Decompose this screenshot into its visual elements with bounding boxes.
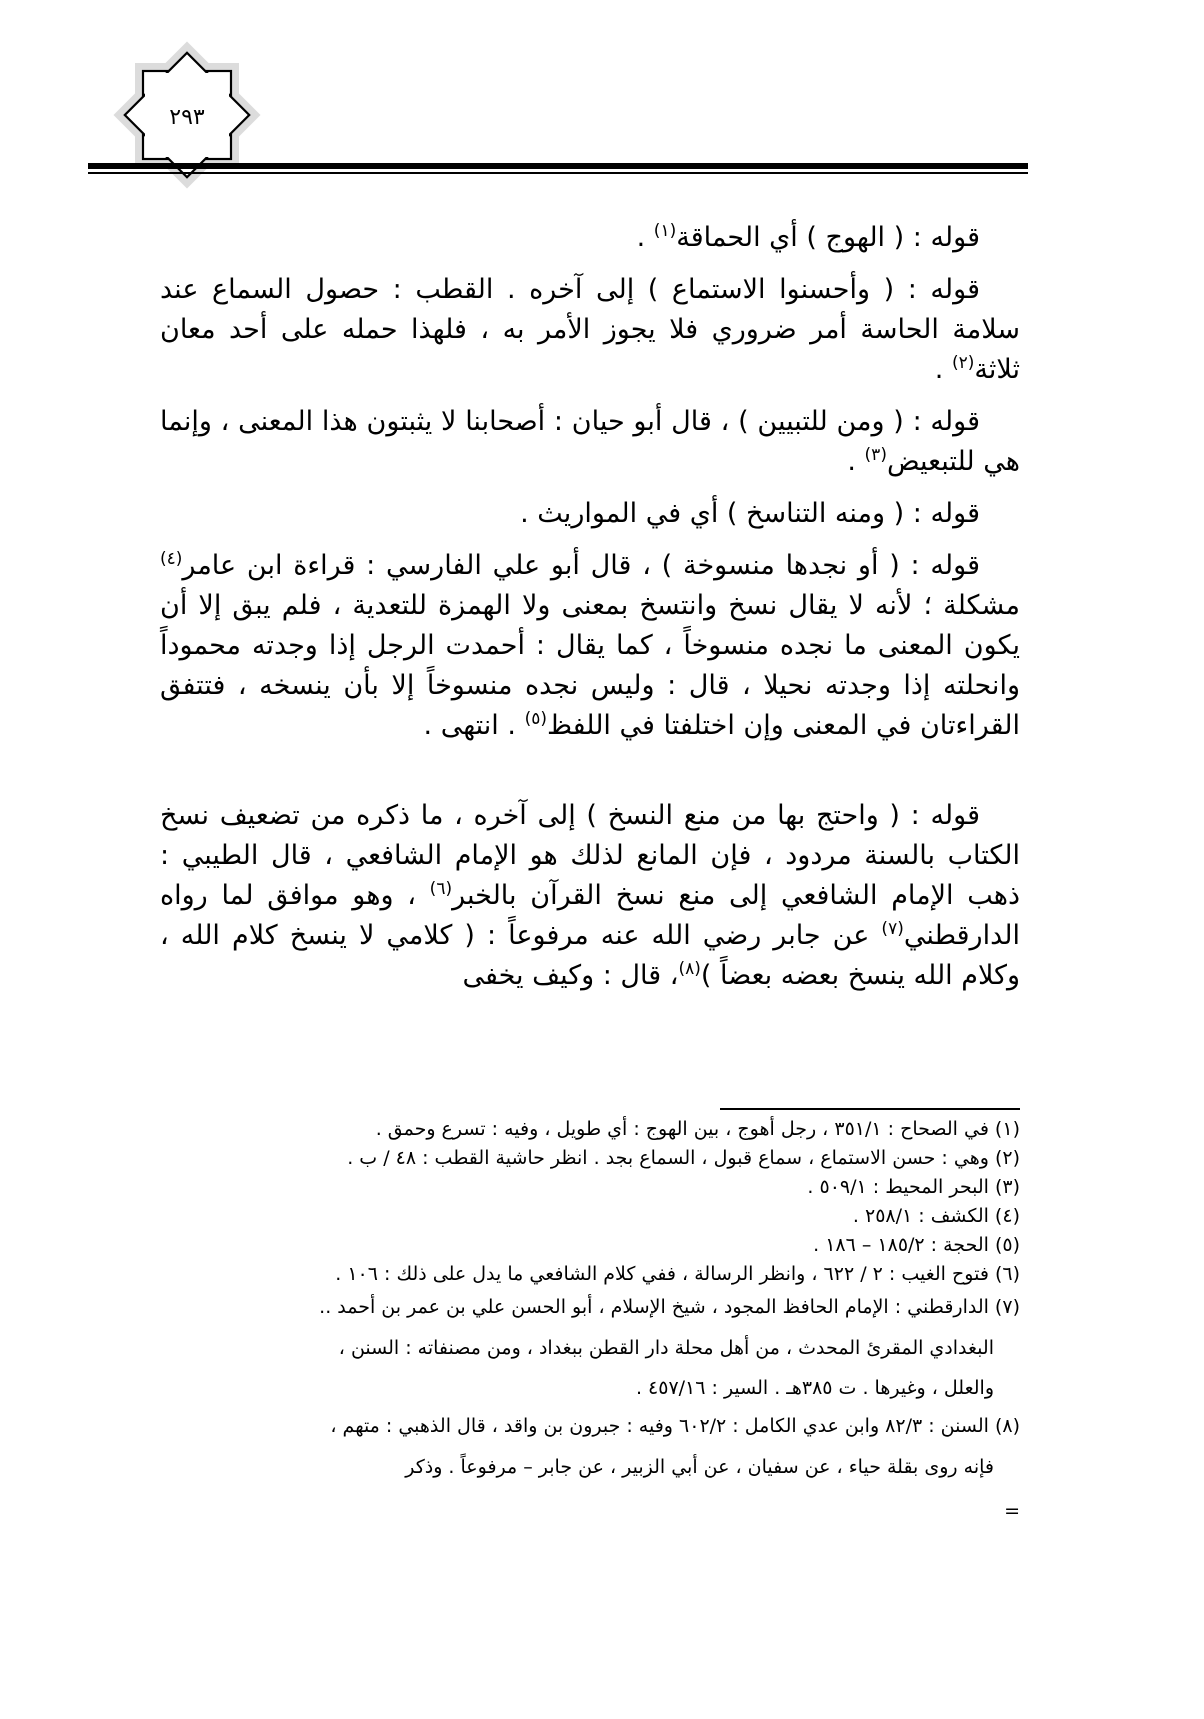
footnote-ref: (٥) bbox=[524, 709, 547, 729]
footnote-ref: (٣) bbox=[864, 445, 887, 465]
footnote: (٥) الحجة : ١٨٥/٢ – ١٨٦ . bbox=[813, 1234, 1020, 1256]
footnote-ref: (٧) bbox=[881, 919, 904, 939]
footnote-continuation: البغدادي المقرئ المحدث ، من أهل محلة دار القطن ببغداد ، ومن مصنفاته : السنن ، bbox=[338, 1337, 994, 1359]
paragraph: قوله : ( أو نجدها منسوخة ) ، قال أبو علي الفارسي : قراءة ابن عامر$^{(٤)}$ مشكلة ؛ لأنه لا يقال نسخ وانتسخ بمعنى ولا الهمزة للتعدية ، فلم يبق إلا أن يكون المعنى ما نجده منسوخاً ، كما يقال : أحمدت الرجل إذا وجدته محموداً وانحلته إذا وجدته نحيلا ، قال : وليس نجده منسوخاً إلا بأن ينسخه ، فتتفق القراءتان في المعنى وإن اختلفتا في اللفظ$^{(٥)}$ . انتهى . bbox=[160, 549, 1020, 741]
paragraph: قوله : ( ومن للتبيين ) ، قال أبو حيان : أصحابنا لا يثبتون هذا المعنى ، وإنما هي للتبعيض$^{(٣)}$ . bbox=[160, 406, 1020, 477]
footnote-ref: (٤) bbox=[160, 549, 183, 569]
paragraph: قوله : ( الهوج ) أي الحماقة$^{(١)}$ . bbox=[636, 221, 980, 253]
footnote-ref: (١) bbox=[653, 221, 677, 241]
footnote-continuation: فإنه روى بقلة حياء ، عن سفيان ، عن أبي الزبير ، عن جابر – مرفوعاً . وذكر bbox=[405, 1456, 994, 1478]
footnote: (٦) فتوح الغيب : ٢ / ٦٢٢ ، وانظر الرسالة ، ففي كلام الشافعي ما يدل على ذلك : ١٠٦ . bbox=[335, 1263, 1020, 1285]
footnote: (٧) الدارقطني : الإمام الحافظ المجود ، شيخ الإسلام ، أبو الحسن علي بن عمر بن أحمد .. bbox=[319, 1296, 1020, 1318]
paragraph: قوله : ( وأحسنوا الاستماع ) إلى آخره . القطب : حصول السماع عند سلامة الحاسة أمر ضروري فلا يجوز الأمر به ، فلهذا حمله على أحد معان ثلاثة$^{(٢)}$ . bbox=[160, 274, 1020, 385]
footnote-separator bbox=[720, 1108, 1020, 1110]
main-text bbox=[160, 218, 1020, 1008]
footnote: (٢) وهي : حسن الاستماع ، سماع قبول ، السماع بجد . انظر حاشية القطب : ٤٨ / ب . bbox=[347, 1147, 1020, 1169]
footnote-ref: (٦) bbox=[429, 879, 453, 899]
footnote: (٤) الكشف : ٢٥٨/١ . bbox=[852, 1205, 1020, 1227]
header-rule-thin bbox=[88, 172, 1028, 174]
footnote: (٨) السنن : ٨٢/٣ وابن عدي الكامل : ٦٠٢/٢ وفيه : جبرون بن واقد ، قال الذهبي : متهم ، bbox=[330, 1415, 1020, 1437]
footnote-ref: (٢) bbox=[951, 353, 975, 373]
footnote: (٣) البحر المحيط : ٥٠٩/١ . bbox=[807, 1176, 1020, 1198]
paragraph: قوله : ( ومنه التناسخ ) أي في المواريث . bbox=[520, 498, 980, 529]
header-rule-thick bbox=[88, 163, 1028, 169]
footnotes bbox=[160, 1115, 1020, 1526]
page-number: ٢٩٣ bbox=[169, 104, 205, 130]
footnote-continuation: والعلل ، وغيرها . ت ٣٨٥هـ . السير : ٤٥٧/١٦ . bbox=[635, 1377, 994, 1399]
footnote-ref: (٨) bbox=[678, 959, 701, 979]
paragraph: قوله : ( واحتج بها من منع النسخ ) إلى آخره ، ما ذكره من تضعيف نسخ الكتاب بالسنة مردود ، فإن المانع لذلك هو الإمام الشافعي ، قال الطيبي : ذهب الإمام الشافعي إلى منع نسخ القرآن بالخبر$^{(٦)}$ ، وهو موافق لما رواه الدارقطني$^{(٧)}$ عن جابر رضي الله عنه مرفوعاً : ( كلامي لا ينسخ كلام الله ، وكلام الله ينسخ بعضه بعضاً )$^{(٨)}$، قال : وكيف يخفى bbox=[160, 800, 1020, 991]
footnote: (١) في الصحاح : ٣٥١/١ ، رجل أهوج ، بين الهوج : أي طويل ، وفيه : تسرع وحمق . bbox=[375, 1118, 1020, 1140]
continuation-mark: = bbox=[1004, 1500, 1020, 1522]
